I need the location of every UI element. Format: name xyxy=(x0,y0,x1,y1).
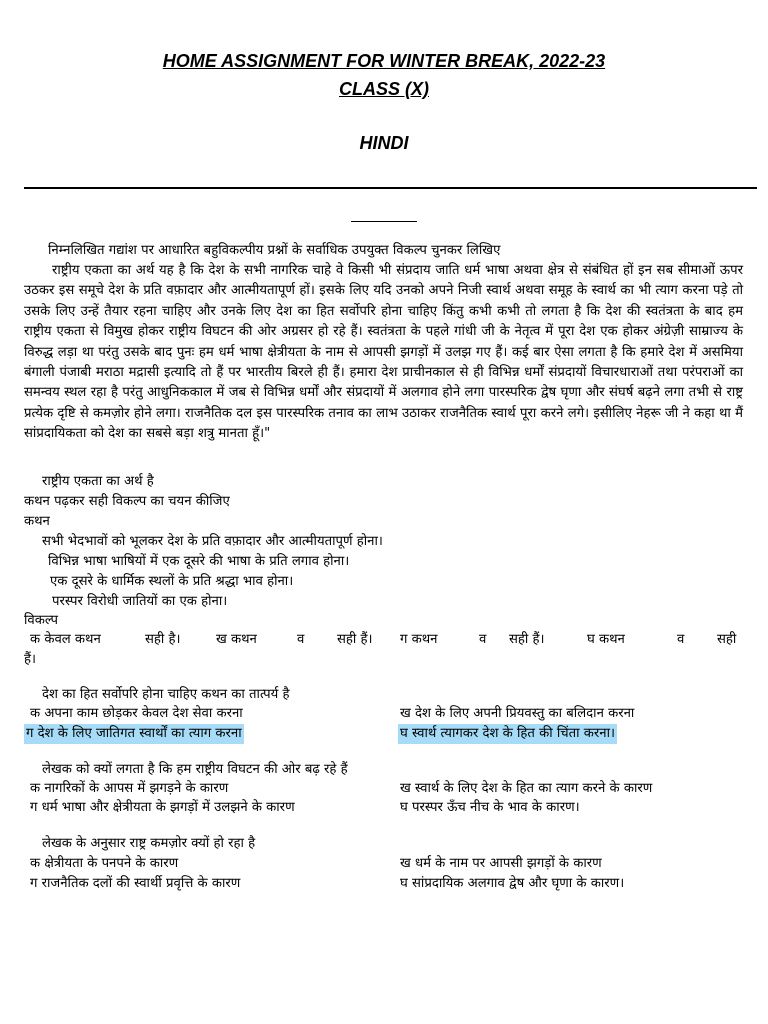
q4-option-a: क क्षेत्रीयता के पनपने के कारण xyxy=(30,856,179,871)
q1-option-ka-tail: सही है। xyxy=(145,632,181,647)
q1-option-wrap: हैं। xyxy=(24,652,37,667)
q2-option-b: ख देश के लिए अपनी प्रियवस्तु का बलिदान करना xyxy=(400,706,635,721)
passage-text: राष्ट्रीय एकता का अर्थ यह है कि देश के सभी नागरिक चाहे वे किसी भी संप्रदाय जाति धर्म भाषा अथवा क्षेत्र से संबंधित हों इन सब सीमाओं ऊपर उठकर इस समूचे देश के प्रति वफ़ादार और आत्मीयतापूर्ण हों। इसके लिए यदि उनको अपने निजी स्वार्थ अथवा समूह के स्वार्थ का भी त्याग करना पड़े तो उसके लिए उन्हें तैयार रहना चाहिए और उनके लिए देश का हित सर्वोपरि होना चाहिए किंतु कभी कभी तो लगता है कि देश की स्वतंत्रता के बाद हम राष्ट्रीय एकता से विमुख होकर राष्ट्रीय विघटन की ओर अग्रसर हो रहे हैं। स्वतंत्रता के पहले गांधी जी के नेतृत्व में पूरा देश एक होकर अंग्रेज़ी साम्राज्य के विरुद्ध लड़ा था परंतु उसके बाद पुनः हम धर्म भाषा क्षेत्रीयता के नाम से आपसी झगड़ों में उलझ गए हैं। कई बार ऐसा लगता है कि हमारे देश में असमिया बंगाली पंजाबी मराठा मद्रासी इत्यादि तो हैं पर भारतीय बिरले ही हैं। हमारा देश प्राचीनकाल से ही विभिन्न धर्मों संप्रदायों विचारधाराओं तथा परंपराओं का समन्वय स्थल रहा है परंतु आधुनिककाल में जब से विभिन्न धर्मों और संप्रदायों में अलगाव होने लगा पारस्परिक द्वेष घृणा और संघर्ष बढ़ने लगा तभी से राष्ट्र प्रत्येक दृष्टि से कमज़ोर होने लगा। राजनैतिक दल इस पारस्परिक तनाव का लाभ उठाकर राजनैतिक स्वार्थ पूरा करने लगे। इसीलिए नेहरू जी ने कहा था मैं सांप्रदायिकता को देश का सबसे बड़ा शत्रु मानता हूँ।" xyxy=(24,263,743,442)
q1-option-ga-va: व xyxy=(479,632,487,647)
class-title: CLASS (X) xyxy=(339,79,429,99)
q3-option-c: ग धर्म भाषा और क्षेत्रीयता के झगड़ों में उलझने के कारण xyxy=(30,800,295,815)
q2-option-a: क अपना काम छोड़कर केवल देश सेवा करना xyxy=(30,706,243,721)
q1-option-kha-tail: सही हैं। xyxy=(337,632,373,647)
short-divider xyxy=(351,221,417,222)
q1-option-kha-va: व xyxy=(297,632,305,647)
q1-statement-1: सभी भेदभावों को भूलकर देश के प्रति वफ़ादार और आत्मीयतापूर्ण होना। xyxy=(42,534,383,549)
q4-question: लेखक के अनुसार राष्ट्र कमज़ोर क्यों हो रहा है xyxy=(42,836,256,851)
q1-statement-3: एक दूसरे के धार्मिक स्थलों के प्रति श्रद्धा भाव होना। xyxy=(50,574,294,589)
subject-title: HINDI xyxy=(359,133,409,153)
q1-option-ka: क केवल कथन xyxy=(30,632,101,647)
q2-option-d: घ स्वार्थ त्यागकर देश के हित की चिंता करना। xyxy=(398,724,617,744)
q1-sub-instruction: कथन पढ़कर सही विकल्प का चयन कीजिए xyxy=(24,494,230,509)
assignment-title: HOME ASSIGNMENT FOR WINTER BREAK, 2022-23 xyxy=(162,51,606,71)
q2-question: देश का हित सर्वोपरि होना चाहिए कथन का तात्पर्य है xyxy=(42,687,290,702)
q1-question: राष्ट्रीय एकता का अर्थ है xyxy=(42,474,154,489)
q1-vikalp-label: विकल्प xyxy=(24,613,59,628)
q1-option-ga-tail: सही हैं। xyxy=(509,632,545,647)
instruction-text: निम्नलिखित गद्यांश पर आधारित बहुविकल्पीय प्रश्नों के सर्वाधिक उपयुक्त विकल्प चुनकर लिखिए xyxy=(48,243,501,258)
q1-statement-2: विभिन्न भाषा भाषियों में एक दूसरे की भाषा के प्रति लगाव होना। xyxy=(48,554,350,569)
q3-option-a: क नागरिकों के आपस में झगड़ने के कारण xyxy=(30,781,229,796)
q1-option-ga: ग कथन xyxy=(400,632,438,647)
q4-option-d: घ सांप्रदायिक अलगाव द्वेष और घृणा के कारण। xyxy=(400,876,625,891)
q1-option-gha-va: व xyxy=(677,632,685,647)
q2-option-c: ग देश के लिए जातिगत स्वार्थों का त्याग करना xyxy=(24,724,244,744)
q3-option-b: ख स्वार्थ के लिए देश के हित का त्याग करने के कारण xyxy=(400,781,653,796)
q3-question: लेखक को क्यों लगता है कि हम राष्ट्रीय विघटन की ओर बढ़ रहे हैं xyxy=(42,762,348,777)
q1-statement-4: परस्पर विरोधी जातियों का एक होना। xyxy=(52,594,228,609)
header-divider xyxy=(24,187,757,189)
q1-kathan-label: कथन xyxy=(24,514,50,529)
q4-option-b: ख धर्म के नाम पर आपसी झगड़ों के कारण xyxy=(400,856,602,871)
q1-option-kha: ख कथन xyxy=(216,632,257,647)
q3-option-d: घ परस्पर ऊँच नीच के भाव के कारण। xyxy=(400,800,580,815)
q1-option-gha-tail: सही xyxy=(717,632,737,647)
q1-option-gha: घ कथन xyxy=(587,632,625,647)
q4-option-c: ग राजनैतिक दलों की स्वार्थी प्रवृत्ति के कारण xyxy=(30,876,241,891)
